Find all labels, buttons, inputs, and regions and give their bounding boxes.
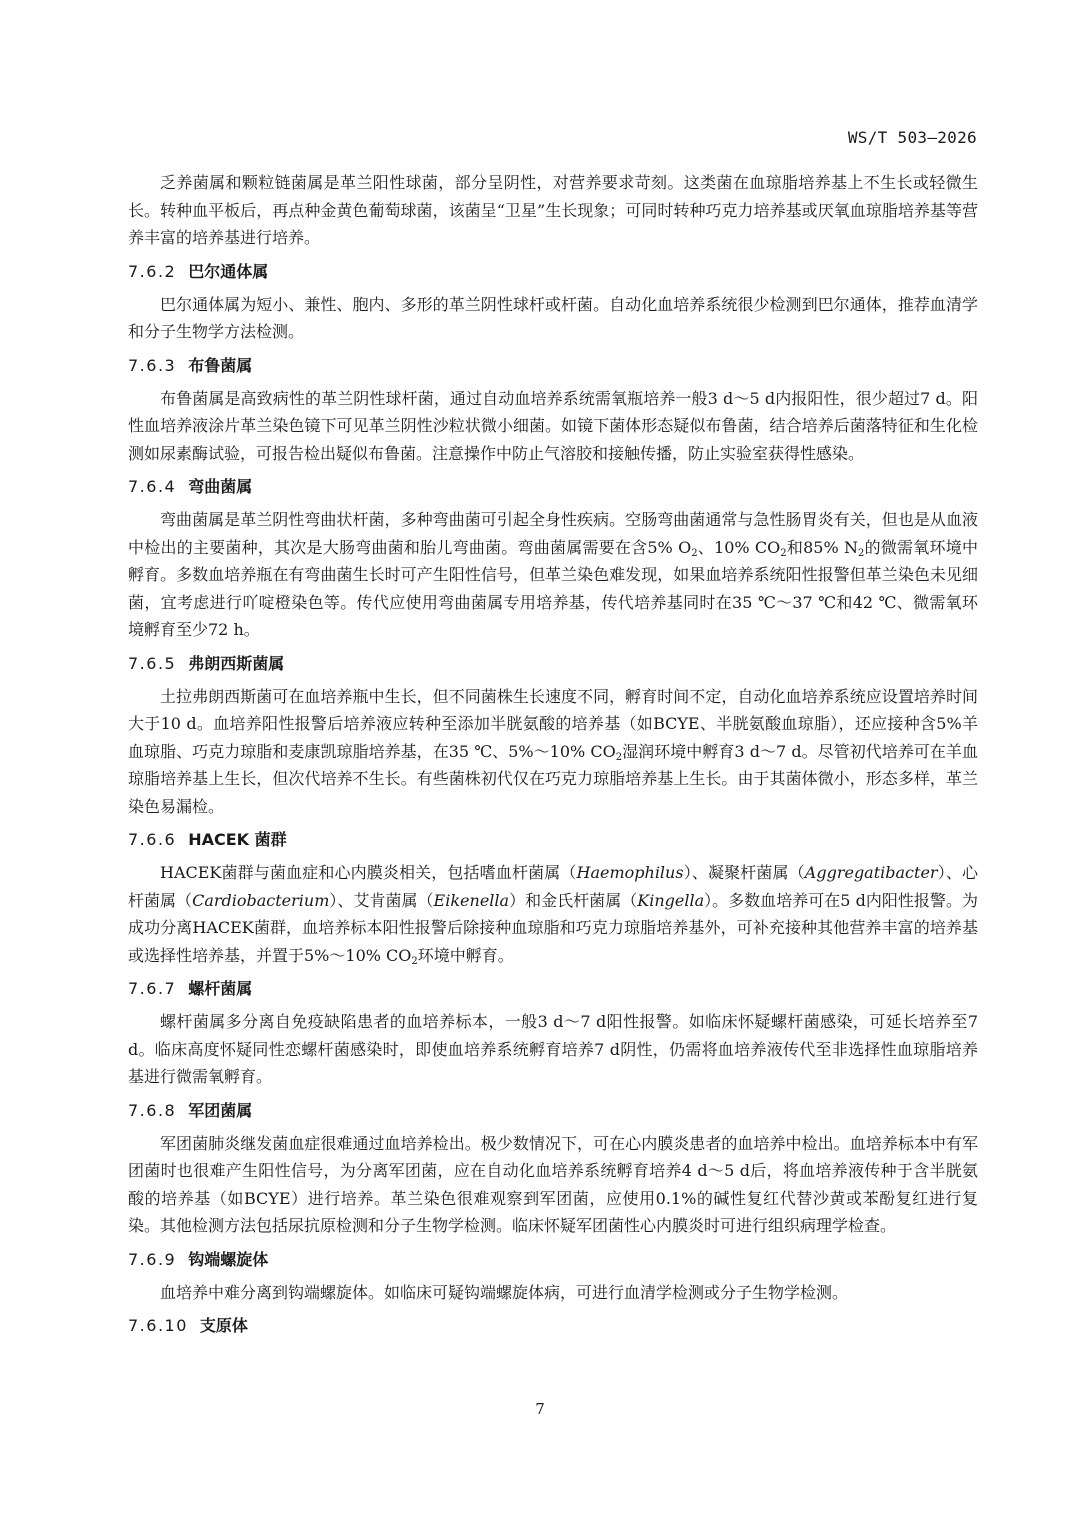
page-body <box>128 169 978 1345</box>
document-code: WS/T 503—2026 <box>847 128 977 147</box>
section-number: 7.6.9 <box>128 1249 177 1269</box>
subscript: 2 <box>615 751 623 763</box>
section-number: 7.6.4 <box>128 477 177 496</box>
section-heading-7-6-3 <box>128 352 978 379</box>
section-heading-7-6-8 <box>128 1097 978 1124</box>
section-title: 军团菌属 <box>188 1100 253 1120</box>
section-paragraph-7-6-6 <box>128 859 978 969</box>
section-paragraph-7-6-4 <box>128 506 978 644</box>
genus-name: Haemophilus <box>576 863 684 882</box>
section-number: 7.6.10 <box>128 1316 188 1335</box>
text-run: ）、艾肯菌属（ <box>329 890 434 910</box>
section-paragraph-7-6-7: 螺杆菌属多分离自免疫缺陷患者的血培养标本，一般3 d～7 d阳性报警。如临床怀疑螺杆菌感染，可延长培养至7 d。临床高度怀疑同性恋螺杆菌感染时，即使血培养系统孵育培养7 d阴性，仍需将血培养液传代至非选择性血琼脂培养基进行微需氧孵育。 <box>128 1012 978 1086</box>
section-title: 钩端螺旋体 <box>188 1249 269 1269</box>
section-heading-7-6-10 <box>128 1312 978 1339</box>
subscript: 2 <box>691 547 698 559</box>
subscript: 2 <box>857 547 865 559</box>
text-run: 土拉弗朗西斯菌可在血培养瓶中生长，但不同菌株生长速度不同，孵育时间不定，自动化血培养系统应设置培养时间大于10 d。血培养阳性报警后培养液应转种至添加半胱氨酸的培养基（如BCYE、半胱氨酸血琼脂），还应接种含5%羊血琼脂、巧克力琼脂和麦康凯琼脂培养基，在35 ℃、5%～10% CO <box>128 686 978 761</box>
section-heading-7-6-4 <box>128 473 978 500</box>
subscript: 2 <box>411 955 418 967</box>
intro-paragraph: 乏养菌属和颗粒链菌属是革兰阳性球菌，部分呈阴性，对营养要求苛刻。这类菌在血琼脂培养基上不生长或轻微生长。转种血平板后，再点种金黄色葡萄球菌，该菌呈“卫星”生长现象；可同时转种巧克力培养基或厌氧血琼脂培养基等营养丰富的培养基进行培养。 <box>128 173 978 247</box>
text-run: 和85% N <box>786 537 858 557</box>
section-title: 支原体 <box>199 1316 248 1335</box>
text-run: 弯曲菌属是革兰阴性弯曲状杆菌，多种弯曲菌可引起全身性疾病。空肠弯曲菌通常与急性肠胃炎有关，但也是从血液中检出的主要菌种，其次是大肠弯曲菌和胎儿弯曲菌。弯曲菌属需要在含5% O <box>128 510 978 557</box>
section-heading-7-6-5 <box>128 650 978 677</box>
section-title: 螺杆菌属 <box>188 979 253 998</box>
text-run: 、10% CO <box>697 537 781 557</box>
text-run: 环境中孵育。 <box>417 945 514 965</box>
subscript: 2 <box>780 547 787 559</box>
section-heading-7-6-7 <box>128 975 978 1002</box>
section-number: 7.6.7 <box>128 979 177 998</box>
section-paragraph-7-6-9: 血培养中难分离到钩端螺旋体。如临床可疑钩端螺旋体病，可进行血清学检测或分子生物学检测。 <box>160 1282 849 1302</box>
section-number: 7.6.8 <box>128 1100 177 1120</box>
section-paragraph-7-6-5 <box>128 683 978 821</box>
section-title: 弯曲菌属 <box>188 477 253 496</box>
section-heading-7-6-2 <box>128 258 978 285</box>
text-run: ）和金氏杆菌属（ <box>509 890 638 910</box>
section-number: 7.6.2 <box>128 261 177 281</box>
section-title: 弗朗西斯菌属 <box>188 653 285 673</box>
section-paragraph-7-6-3: 布鲁菌属是高致病性的革兰阴性球杆菌，通过自动血培养系统需氧瓶培养一般3 d～5 d内报阳性，很少超过7 d。阳性血培养液涂片革兰染色镜下可见革兰阴性沙粒状微小细菌。如镜下菌体形态疑似布鲁菌，结合培养后菌落特征和生化检测如尿素酶试验，可报告检出疑似布鲁菌。注意操作中防止气溶胶和接触传播，防止实验室获得性感染。 <box>128 388 978 463</box>
text-run: HACEK菌群与菌血症和心内膜炎相关，包括嗜血杆菌属（ <box>160 863 577 882</box>
text-run: ）、心杆菌属（ <box>128 863 978 910</box>
section-title: 巴尔通体属 <box>188 261 269 281</box>
section-title: 布鲁菌属 <box>188 355 253 375</box>
text-run: ）。多数血培养可在5 d内阳性报警。为成功分离HACEK菌群，血培养标本阳性报警后除接种血琼脂和巧克力琼脂培养基外，可补充接种其他营养丰富的培养基或选择性培养基，并置于5%～10% CO <box>128 890 978 965</box>
section-number: 7.6.3 <box>128 355 177 375</box>
section-title: HACEK 菌群 <box>188 830 287 849</box>
page-number: 7 <box>535 1400 545 1418</box>
genus-name: Aggregatibacter <box>804 863 938 882</box>
section-paragraph-7-6-2: 巴尔通体属为短小、兼性、胞内、多形的革兰阴性球杆或杆菌。自动化血培养系统很少检测到巴尔通体，推荐血清学和分子生物学方法检测。 <box>128 294 978 341</box>
section-paragraph-7-6-8: 军团菌肺炎继发菌血症很难通过血培养检出。极少数情况下，可在心内膜炎患者的血培养中检出。血培养标本中有军团菌时也很难产生阳性信号，为分离军团菌，应在自动化血培养系统孵育培养4 d～5 d后，将血培养液传种于含半胱氨酸的培养基（如BCYE）进行培养。革兰染色很难观察到军团菌，应使用0.1%的碱性复红代替沙黄或苯酚复红进行复染。其他检测方法包括尿抗原检测和分子生物学检测。临床怀疑军团菌性心内膜炎时可进行组织病理学检查。 <box>128 1133 978 1235</box>
genus-name: Eikenella <box>433 890 510 910</box>
genus-name: Kingella <box>637 890 705 910</box>
text-run: 的微需氧环境中孵育。多数血培养瓶在有弯曲菌生长时可产生阳性信号，但革兰染色难发现，如果血培养系统阳性报警但革兰染色未见细菌，宜考虑进行吖啶橙染色等。传代应使用弯曲菌属专用培养基，传代培养基同时在35 ℃～37 ℃和42 ℃、微需氧环境孵育至少72 h。 <box>128 537 978 639</box>
genus-name: Cardiobacterium <box>192 890 330 910</box>
section-heading-7-6-6 <box>128 826 978 853</box>
section-heading-7-6-9 <box>128 1246 978 1273</box>
section-number: 7.6.6 <box>128 830 177 849</box>
text-run: ）、凝聚杆菌属（ <box>683 863 805 882</box>
text-run: 湿润环境中孵育3 d～7 d。尽管初代培养可在羊血琼脂培养基上生长，但次代培养不生长。有些菌株初代仅在巧克力琼脂培养基上生长。由于其菌体微小，形态多样，革兰染色易漏检。 <box>128 741 978 816</box>
section-number: 7.6.5 <box>128 653 177 673</box>
